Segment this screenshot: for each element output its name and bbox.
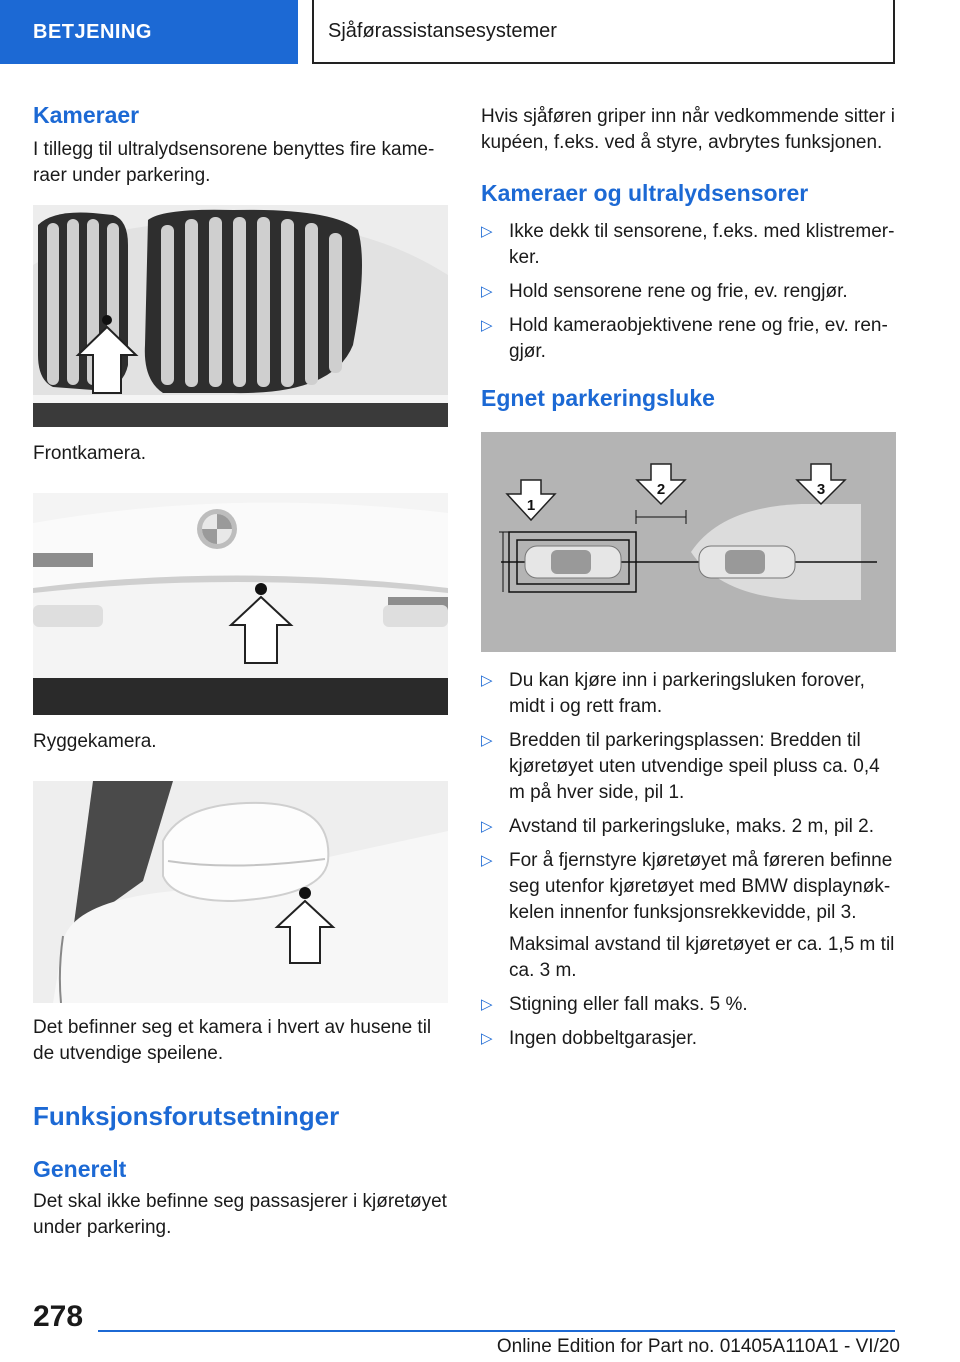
sensor-heading: Kameraer og ultralydsensorer [481,180,809,206]
list-item: ▷ For å fjernstyre kjøretøyet må føreren befinne seg utenfor kjøretøyet med BMW displaynøk-kelen innenfor funksjonsrekkevidde, pil 3. Maksimal avstand til kjøretøyet er ca. 1,5 m til ca. 3 m. [481,848,896,984]
rear-camera-caption: Ryggekamera. [33,731,157,752]
funksjonsforutsetninger-heading: Funksjonsforutsetninger [33,1101,340,1131]
front-camera-image [33,205,448,427]
chapter-header [312,0,895,64]
side-mirror-illustration [33,781,448,1003]
luke-list [481,668,896,1052]
rear-camera-image [33,493,448,715]
footer-divider [98,1330,895,1332]
list-item: ▷ Hold kameraobjektivene rene og frie, ev. ren-gjør. [481,315,888,362]
diagram-label-2: 2 [656,481,666,498]
bullet-icon: ▷ [481,996,493,1013]
kidney-grille-illustration [33,205,448,427]
bullet-icon: ▷ [481,317,493,334]
front-camera-caption: Frontkamera. [33,443,146,464]
list-item: ▷ Avstand til parkeringsluke, maks. 2 m, pil 2. [481,814,896,840]
section-label: BETJENING [33,20,152,43]
list-item: ▷ Du kan kjøre inn i parkeringsluken forover, midt i og rett fram. [481,670,865,717]
diagram-label-1: 1 [526,497,536,514]
bullet-icon: ▷ [481,818,493,835]
right-column [481,100,896,1060]
trunk-illustration [33,493,448,715]
left-column [33,100,448,1241]
intro-text: Hvis sjåføren griper inn når vedkommende sitter i kupéen, f.eks. ved å styre, avbrytes funksjonen. [481,106,895,153]
mirror-camera-caption: Det befinner seg et kamera i hvert av husene til de utvendige speilene. [33,1017,432,1064]
list-item: ▷ Ikke dekk til sensorene, f.eks. med klistremer-ker. [481,221,895,268]
car-1-shape [525,546,621,578]
bullet-icon: ▷ [481,223,493,240]
kameraer-heading: Kameraer [33,102,140,128]
list-item: ▷ Stigning eller fall maks. 5 %. [481,992,896,1018]
car-2-shape [699,546,795,578]
diagram-label-3: 3 [816,481,826,498]
bullet-icon: ▷ [481,283,493,300]
section-tab [0,0,298,64]
bullet-icon: ▷ [481,1030,493,1047]
mirror-camera-image [33,781,448,1003]
page-number: 278 [33,1300,84,1333]
list-item-note: Maksimal avstand til kjøretøyet er ca. 1,5 m til ca. 3 m. [509,934,895,981]
list-item: ▷ Hold sensorene rene og frie, ev. rengjør. [481,279,896,305]
kameraer-text: I tillegg til ultralydsensorene benyttes fire kame-raer under parkering. [33,139,435,186]
bullet-icon: ▷ [481,732,493,749]
edition-text: Online Edition for Part no. 01405A110A1 - VI/20 [496,1336,900,1357]
list-item: ▷ Ingen dobbeltgarasjer. [481,1026,896,1052]
sensor-list [481,219,896,365]
bullet-icon: ▷ [481,672,493,689]
bullet-icon: ▷ [481,852,493,869]
generelt-text: Det skal ikke befinne seg passasjerer i kjøretøyet under parkering. [33,1191,447,1238]
chapter-label: Sjåførassistansesystemer [328,19,557,42]
parkeringsluke-heading: Egnet parkeringsluke [481,385,715,411]
list-item: ▷ Bredden til parkeringsplassen: Bredden til kjøretøyet uten utvendige speil pluss ca. 0,4 m på hver side, pil 1. [481,730,880,803]
generelt-heading: Generelt [33,1156,127,1182]
parking-slot-diagram [481,432,896,652]
